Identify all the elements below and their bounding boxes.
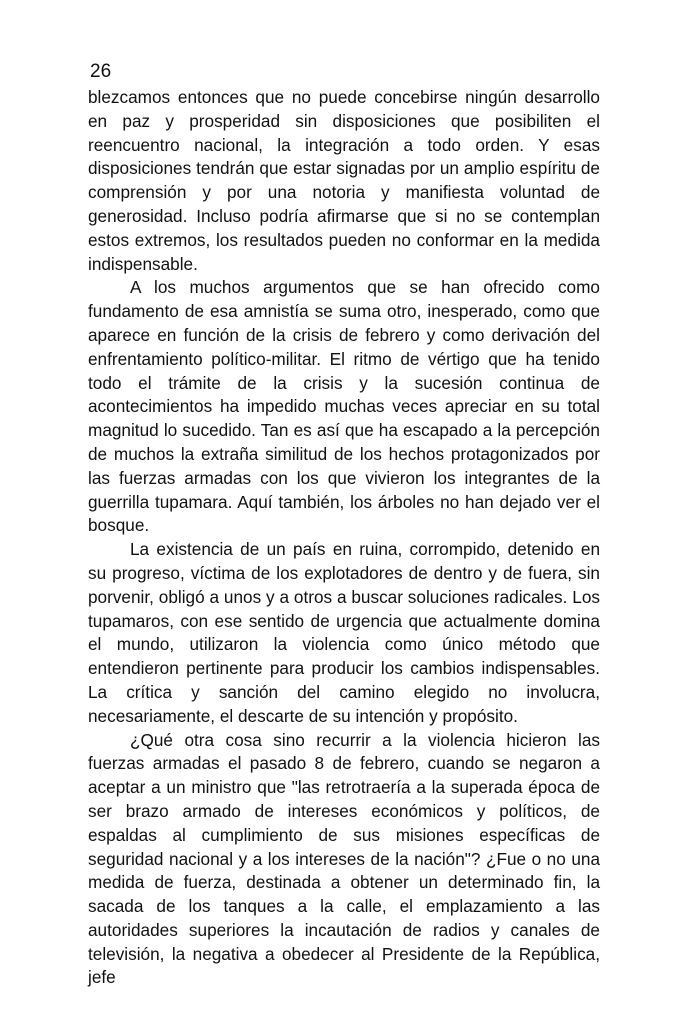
page-number: 26 [90, 61, 112, 82]
paragraph: A los muchos argumentos que se han ofrecido como fundamento de esa amnistía se suma otro, inesperado, como que aparece en función de la crisis de febrero y como derivación del enfrentamiento político-militar. El ritmo de vértigo que ha tenido todo el trámite de la crisis y la sucesión continua de acontecimientos ha impedido muchas veces apreciar en su total magnitud lo sucedido. Tan es así que ha escapado a la percepción de muchos la extraña similitud de los hechos protagonizados por las fuerzas armadas con los que vivieron los integrantes de la guerrilla tupamara. Aquí también, los árboles no han dejado ver el bosque. [88, 277, 600, 536]
paragraph: La existencia de un país en ruina, corrompido, detenido en su progreso, víctima de los explotadores de dentro y de fuera, sin porvenir, obligó a unos y a otros a buscar soluciones radicales. Los tupamaros, con ese sentido de urgencia que actualmente domina el mundo, utilizaron la violencia como único método que entendieron pertinente para producir los cambios indispensables. La crítica y sanción del camino elegido no involucra, necesariamente, el descarte de su intención y propósito. [88, 539, 600, 726]
book-page [88, 60, 600, 990]
paragraph: ¿Qué otra cosa sino recurrir a la violencia hicieron las fuerzas armadas el pasado 8 de febrero, cuando se negaron a aceptar a un ministro que "las retrotraería a la superada época de ser brazo armado de intereses económicos y políticos, de espaldas al cumplimiento de sus misiones específicas de seguridad nacional y a los intereses de la nación"? ¿Fue o no una medida de fuerza, destinada a obtener un determinado fin, la sacada de los tanques a la calle, el emplazamiento a las autoridades superiores la incautación de radios y canales de televisión, la negativa a obedecer al Presidente de la República, jefe [88, 729, 600, 988]
body-text [88, 86, 600, 990]
paragraph: blezcamos entonces que no puede concebirse ningún desarrollo en paz y prosperidad sin disposiciones que posibiliten el reencuentro nacional, la integración a todo orden. Y esas disposiciones tendrán que estar signadas por un amplio espíritu de comprensión y por una notoria y manifiesta voluntad de generosidad. Incluso podría afirmarse que si no se contemplan estos extremos, los resultados pueden no conformar en la medida indispensable. [88, 87, 600, 274]
